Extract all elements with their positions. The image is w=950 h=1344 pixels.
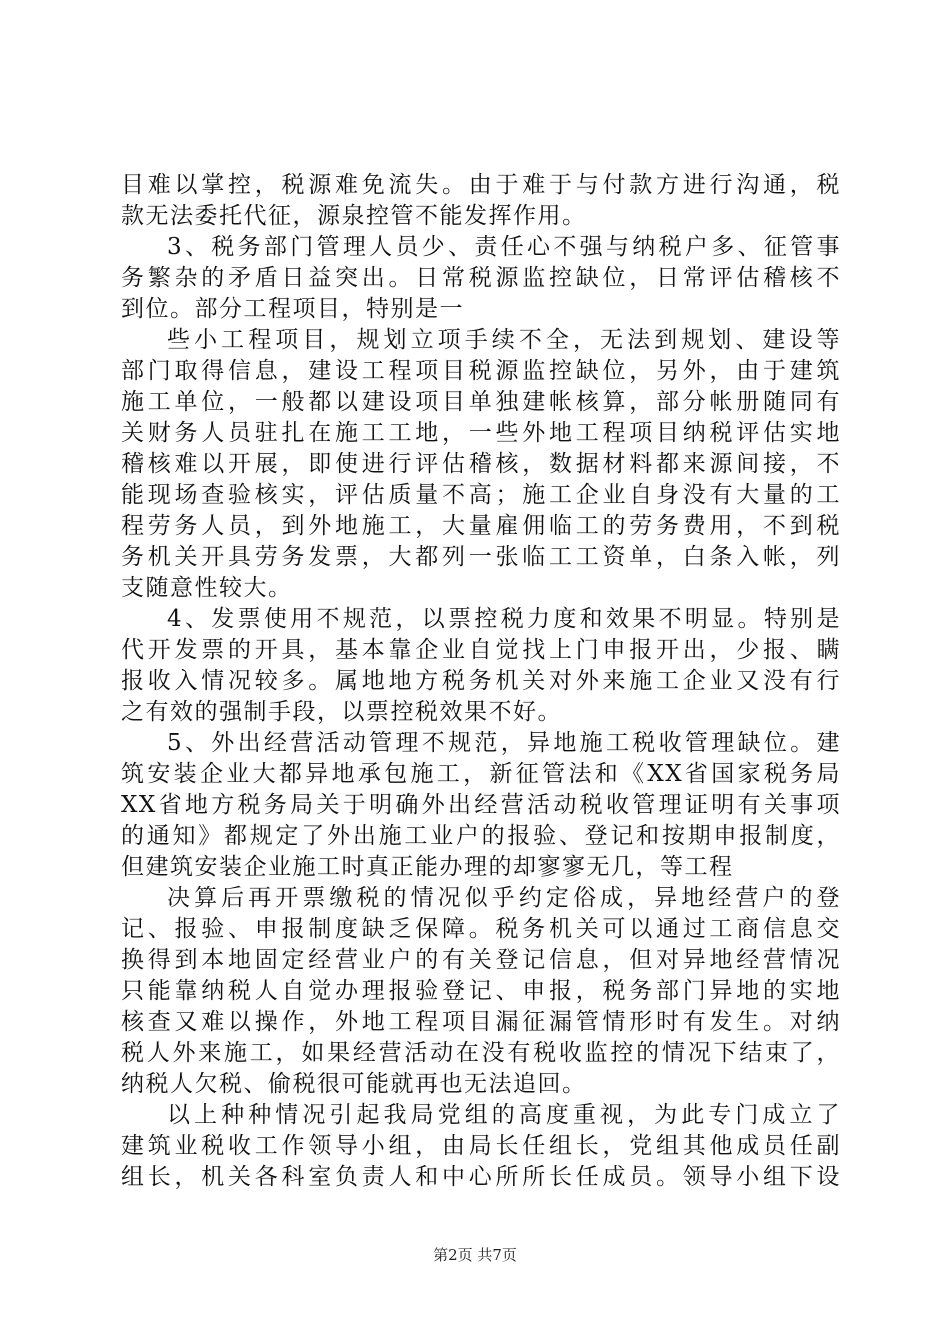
text-line: 只能靠纳税人自觉办理报验登记、申报，税务部门异地的实地 <box>121 978 841 1004</box>
page-footer <box>0 1245 950 1265</box>
text-line: 报收入情况较多。属地地方税务机关对外来施工企业又没有行 <box>121 668 841 694</box>
text-line: 到位。部分工程项目，特别是一 <box>121 296 464 322</box>
text-line: 款无法委托代征，源泉控管不能发挥作用。 <box>121 203 587 229</box>
text-line: 以上种种情况引起我局党组的高度重视，为此专门成立了 <box>167 1102 841 1128</box>
text-line: 施工单位，一般都以建设项目单独建帐核算，部分帐册随同有 <box>121 389 841 415</box>
text-line: 决算后再开票缴税的情况似乎约定俗成，异地经营户的登 <box>167 885 841 911</box>
text-line: 核查又难以操作，外地工程项目漏征漏管情形时有发生。对纳 <box>121 1009 841 1035</box>
text-line: 部门取得信息，建设工程项目税源监控缺位，另外，由于建筑 <box>121 358 841 384</box>
page-number-label: 第2页 共7页 <box>433 1246 517 1264</box>
text-line: 税人外来施工，如果经营活动在没有税收监控的情况下结束了， <box>121 1040 841 1066</box>
text-line: 但建筑安装企业施工时真正能办理的却寥寥无几，等工程 <box>121 854 734 880</box>
text-line: 记、报验、申报制度缺乏保障。税务机关可以通过工商信息交 <box>121 916 841 942</box>
text-line: 支随意性较大。 <box>121 575 293 601</box>
text-line: 些小工程项目，规划立项手续不全，无法到规划、建设等 <box>167 327 841 353</box>
text-line: 3、税务部门管理人员少、责任心不强与纳税户多、征管事 <box>167 234 841 260</box>
text-line: 能现场查验核实，评估质量不高；施工企业自身没有大量的工 <box>121 482 841 508</box>
text-line: 4、发票使用不规范，以票控税力度和效果不明显。特别是 <box>167 606 841 632</box>
text-line: 筑安装企业大都异地承包施工，新征管法和《XX省国家税务局 <box>121 761 841 787</box>
text-line: 5、外出经营活动管理不规范，异地施工税收管理缺位。建 <box>167 730 841 756</box>
text-line: 目难以掌控，税源难免流失。由于难于与付款方进行沟通，税 <box>121 172 841 198</box>
text-line: 稽核难以开展，即使进行评估稽核，数据材料都来源间接，不 <box>121 451 841 477</box>
text-line: 程劳务人员，到外地施工，大量雇佣临工的劳务费用，不到税 <box>121 513 841 539</box>
text-line: 纳税人欠税、偷税很可能就再也无法追回。 <box>121 1071 587 1097</box>
text-line: 务繁杂的矛盾日益突出。日常税源监控缺位，日常评估稽核不 <box>121 265 841 291</box>
text-line: 的通知》都规定了外出施工业户的报验、登记和按期申报制度， <box>121 823 841 849</box>
text-line: 建筑业税收工作领导小组，由局长任组长，党组其他成员任副 <box>121 1133 841 1159</box>
text-line: 代开发票的开具，基本靠企业自觉找上门申报开出，少报、瞒 <box>121 637 841 663</box>
body-text <box>121 170 841 1193</box>
text-line: XX省地方税务局关于明确外出经营活动税收管理证明有关事项 <box>121 792 841 818</box>
text-line: 换得到本地固定经营业户的有关登记信息，但对异地经营情况 <box>121 947 841 973</box>
text-line: 务机关开具劳务发票，大都列一张临工工资单，白条入帐，列 <box>121 544 841 570</box>
text-line: 组长，机关各科室负责人和中心所所长任成员。领导小组下设 <box>121 1164 841 1190</box>
text-line: 关财务人员驻扎在施工工地，一些外地工程项目纳税评估实地 <box>121 420 841 446</box>
text-line: 之有效的强制手段，以票控税效果不好。 <box>121 699 562 725</box>
